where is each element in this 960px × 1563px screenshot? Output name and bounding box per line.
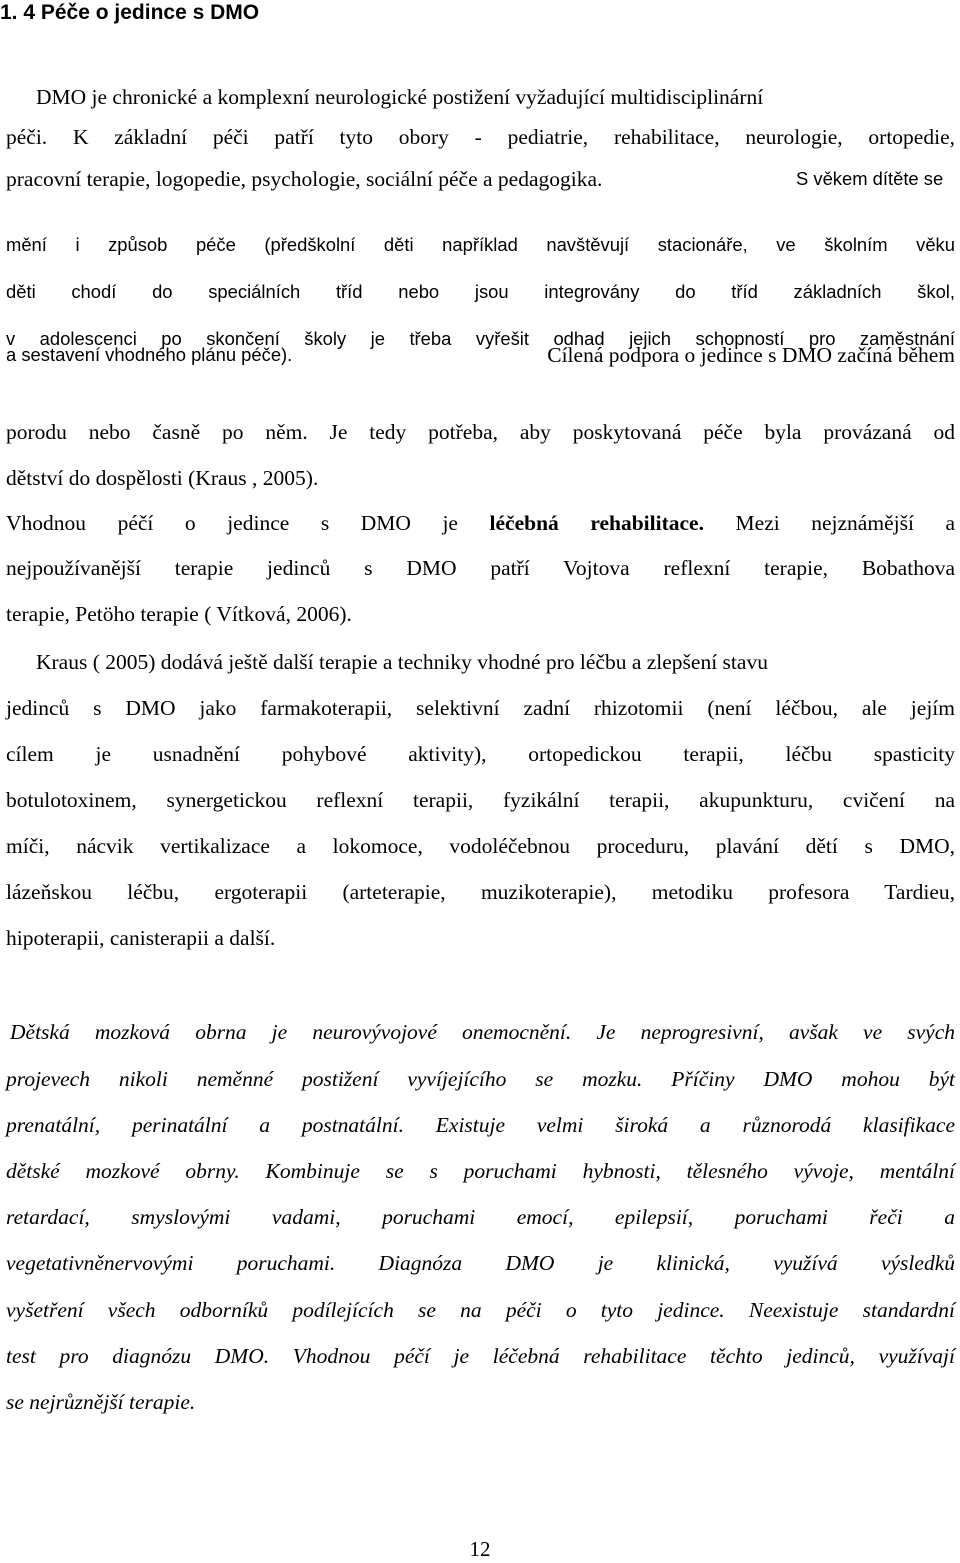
- paragraph1-line-7-serif: Cílená podpora o jedince s DMO začíná během: [547, 343, 955, 367]
- paragraph2-line-2: jedinců s DMO jako farmakoterapii, selektivní zadní rhizotomii (není léčbou, ale jejím: [6, 696, 955, 720]
- paragraph1-line-9: dětství do dospělosti (Kraus , 2005).: [6, 466, 319, 490]
- paragraph2-line-3: cílem je usnadnění pohybové aktivity), ortopedickou terapii, léčbu spasticity: [6, 742, 955, 766]
- summary-line-1: Dětská mozková obrna je neurovývojové onemocnění. Je neprogresivní, avšak ve svých: [10, 1020, 955, 1044]
- summary-line-6: vegetativněnervovými poruchami. Diagnóza DMO je klinická, využívá výsledků: [6, 1251, 955, 1275]
- summary-line-2: projevech nikoli neměnné postižení vyvíjejícího se mozku. Příčiny DMO mohou být: [6, 1067, 955, 1091]
- paragraph1-line-3-sans: S věkem dítěte se: [796, 168, 944, 189]
- summary-line-8: test pro diagnózu DMO. Vhodnou péčí je léčebná rehabilitace těchto jedinců, využívají: [6, 1344, 955, 1368]
- paragraph1-line-2: péči. K základní péči patří tyto obory - pediatrie, rehabilitace, neurologie, ortopedie,: [6, 125, 955, 149]
- paragraph2-line-1: Kraus ( 2005) dodává ještě další terapie a techniky vhodné pro léčbu a zlepšení stavu: [36, 650, 768, 674]
- paragraph1-line-10: [6, 508, 955, 538]
- summary-line-7: vyšetření všech odborníků podílejících se na péči o tyto jedince. Neexistuje standardní: [6, 1298, 955, 1322]
- emphasis-lecebna-rehabilitace: léčebná rehabilitace.: [489, 511, 704, 535]
- summary-line-4: dětské mozkové obrny. Kombinuje se s poruchami hybnosti, tělesného vývoje, mentální: [6, 1159, 955, 1183]
- section-heading: 1. 4 Péče o jedince s DMO: [0, 1, 260, 24]
- paragraph1-line-12: terapie, Petöho terapie ( Vítková, 2006).: [6, 602, 352, 626]
- paragraph1-line-7-sans: a sestavení vhodného plánu péče).: [6, 344, 293, 365]
- paragraph1-line-3: [6, 164, 944, 194]
- paragraph1-line-11: nejpoužívanější terapie jedinců s DMO patří Vojtova reflexní terapie, Bobathova: [6, 556, 955, 580]
- paragraph1-line-8: porodu nebo časně po něm. Je tedy potřeba, aby poskytovaná péče byla provázaná od: [6, 420, 955, 444]
- summary-line-5: retardací, smyslovými vadami, poruchami emocí, epilepsií, poruchami řeči a: [6, 1205, 955, 1229]
- paragraph1-line-10-prefix: Vhodnou péčí o jedince s DMO je: [6, 511, 458, 535]
- summary-line-9: se nejrůznější terapie.: [6, 1390, 196, 1414]
- paragraph2-line-5: míči, nácvik vertikalizace a lokomoce, vodoléčebnou proceduru, plavání dětí s DMO,: [6, 834, 955, 858]
- paragraph1-line-4: mění i způsob péče (předškolní děti například navštěvují stacionáře, ve školním věku: [6, 234, 955, 255]
- paragraph1-line-3-serif: pracovní terapie, logopedie, psychologie, sociální péče a pedagogika.: [6, 167, 603, 191]
- paragraph2-line-6: lázeňskou léčbu, ergoterapii (arteterapie, muzikoterapie), metodiku profesora Tardieu,: [6, 880, 955, 904]
- paragraph2-line-4: botulotoxinem, synergetickou reflexní terapii, fyzikální terapii, akupunkturu, cvičení na: [6, 788, 955, 812]
- summary-line-3: prenatální, perinatální a postnatální. Existuje velmi široká a různorodá klasifikace: [6, 1113, 955, 1137]
- paragraph1-line-10-suffix: Mezi nejznámější a: [735, 511, 956, 535]
- paragraph1-line-5: děti chodí do speciálních tříd nebo jsou integrovány do tříd základních škol,: [6, 281, 955, 302]
- page-number: 12: [469, 1537, 491, 1561]
- paragraph2-line-7: hipoterapii, canisterapii a další.: [6, 926, 276, 950]
- paragraph1-line-1: DMO je chronické a komplexní neurologické postižení vyžadující multidisciplinární: [36, 85, 764, 109]
- paragraph1-line-6: v adolescenci po skončení školy je třeba vyřešit odhad jejich schopností pro zaměstnání: [6, 328, 955, 349]
